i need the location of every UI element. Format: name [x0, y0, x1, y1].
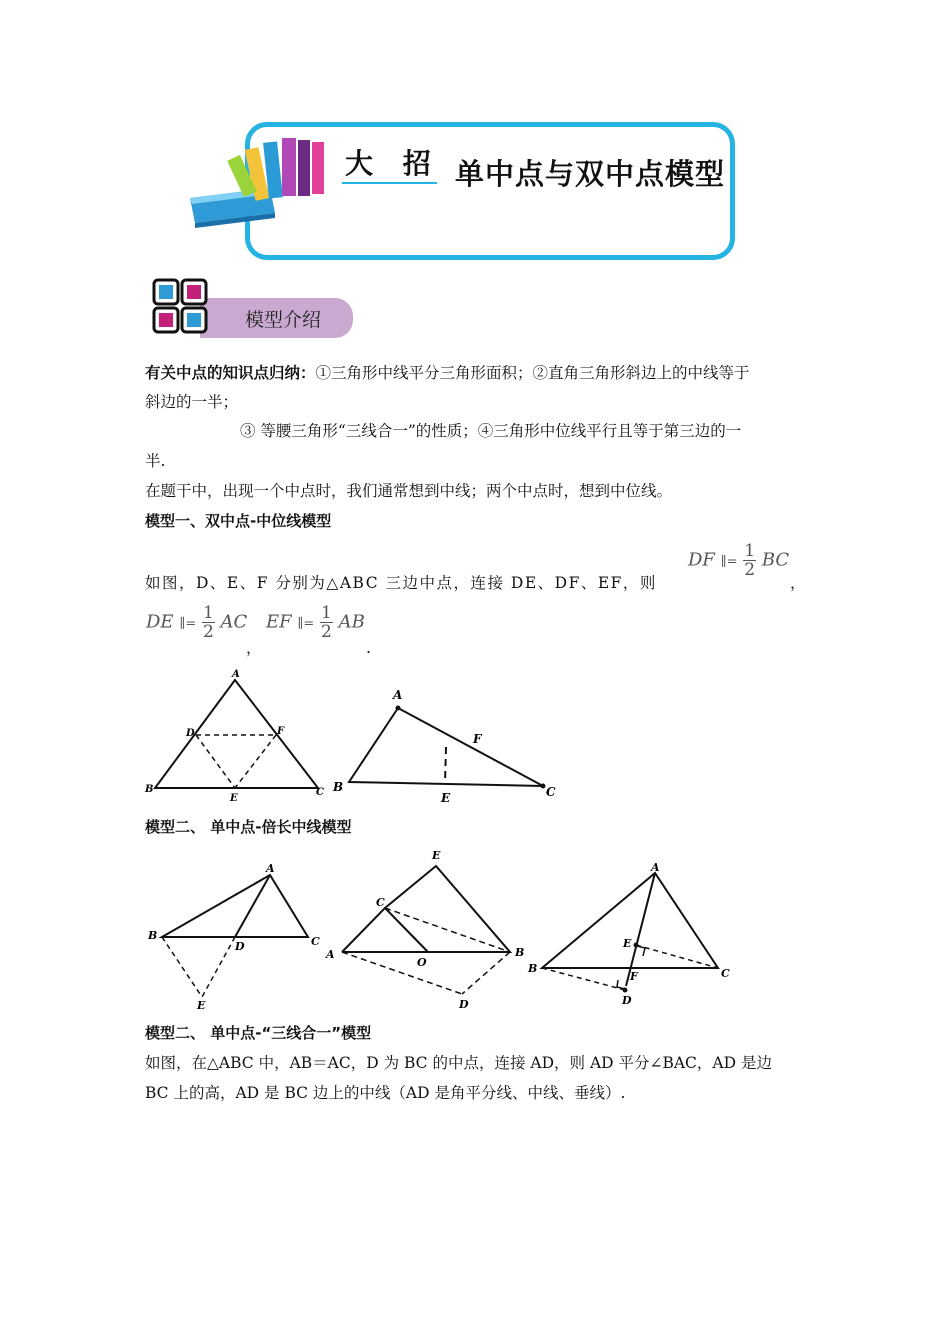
model3-heading: 模型二、 单中点-“三线合一”模型	[145, 1024, 372, 1042]
label-E: E	[230, 793, 238, 804]
label-D: D	[622, 994, 632, 1007]
label-A: A	[326, 948, 335, 961]
section-tab-label: 模型介绍	[245, 309, 322, 331]
formula-de: DE ∥= $\frac{1}{2}$ AC	[146, 603, 248, 642]
formula-df: DF ∥= $\frac{1}{2}$ BC	[688, 541, 790, 580]
label-A: A	[232, 669, 240, 680]
label-A: A	[651, 861, 660, 874]
label-C: C	[376, 896, 385, 909]
intro-heading: 有关中点的知识点归纳：	[145, 364, 316, 382]
intro-paragraph	[145, 359, 815, 388]
label-A: A	[393, 688, 403, 702]
label-B: B	[145, 784, 154, 795]
label-F: F	[473, 732, 482, 746]
label-B: B	[528, 962, 538, 975]
intro-line5: 在题干中，出现一个中点时，我们通常想到中线；两个中点时，想到中位线。	[145, 482, 673, 500]
squares-logo-icon	[150, 276, 216, 338]
formula-de-comma: ，	[246, 639, 262, 657]
label-E: E	[623, 937, 632, 950]
label-E: E	[441, 791, 451, 805]
label-C: C	[546, 785, 556, 799]
intro-line1: ①三角形中线平分三角形面积；②直角三角形斜边上的中线等于	[315, 364, 750, 382]
intro-line3: ③ 等腰三角形“三线合一”的性质；④三角形中位线平行且等于第三边的一	[240, 422, 742, 440]
label-B: B	[148, 929, 158, 942]
model3-line2: BC 上的高，AD 是 BC 边上的中线（AD 是角平分线、中线、垂线）.	[145, 1084, 626, 1102]
figure-perpendicular-median	[525, 858, 740, 1013]
banner-title: 单中点与双中点模型	[455, 157, 726, 191]
figure-doubled-median-1	[140, 857, 330, 1012]
formula-df-comma: ，	[790, 574, 806, 592]
label-E: E	[432, 849, 441, 862]
label-C: C	[311, 935, 320, 948]
model2-heading: 模型二、 单中点-倍长中线模型	[145, 818, 352, 836]
figure-doubled-median-2	[322, 846, 532, 1016]
formula-period: .	[366, 639, 371, 657]
figure-midsegment-triangle	[140, 665, 340, 805]
intro-line4: 半.	[145, 452, 166, 470]
figure-midpoint-pair	[325, 685, 565, 810]
banner-underline	[342, 182, 437, 184]
label-C: C	[721, 967, 730, 980]
label-D: D	[235, 940, 245, 953]
label-B: B	[333, 780, 344, 794]
intro-line2: 斜边的一半；	[145, 393, 239, 411]
label-O: O	[417, 956, 427, 969]
books-icon	[180, 128, 340, 228]
model3-line1: 如图，在△ABC 中，AB＝AC，D 为 BC 的中点，连接 AD，则 AD 平分∠BAC，AD 是边	[145, 1054, 772, 1072]
label-F: F	[277, 726, 285, 737]
banner-label: 大 招	[345, 147, 441, 180]
label-D: D	[186, 728, 195, 739]
label-B: B	[515, 946, 525, 959]
label-F: F	[630, 970, 638, 983]
label-E: E	[197, 999, 206, 1012]
label-A: A	[266, 862, 275, 875]
label-D: D	[459, 998, 469, 1011]
model1-text: 如图，D、E、F 分别为△ABC 三边中点，连接 DE、DF、EF，则	[145, 574, 657, 592]
formula-ef: EF ∥= $\frac{1}{2}$ AB	[266, 603, 365, 642]
model1-heading: 模型一、双中点-中位线模型	[145, 512, 332, 530]
label-C: C	[316, 787, 324, 798]
